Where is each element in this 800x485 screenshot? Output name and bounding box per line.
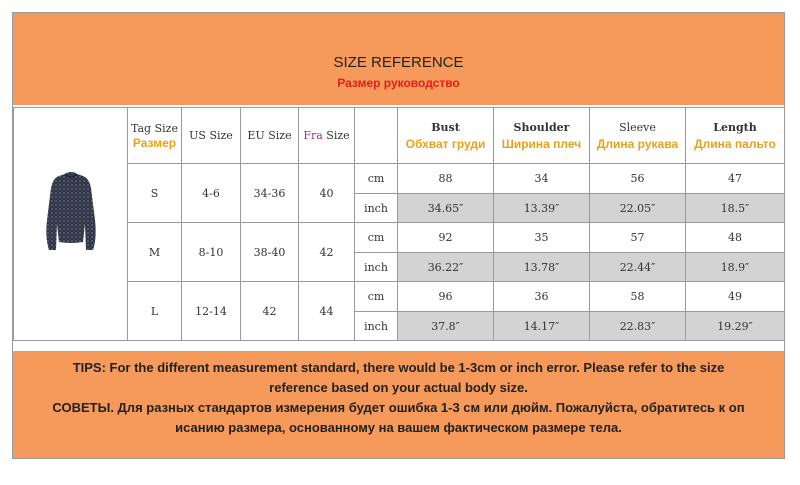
page-subtitle: Размер руководство <box>337 76 460 90</box>
shoulder-cm: 34 <box>494 164 590 194</box>
shoulder-inch: 14.17″ <box>494 312 590 341</box>
shoulder-header <box>494 108 590 164</box>
fra-size-cell: 44 <box>299 282 355 341</box>
fra-size-header: Fra Size <box>299 108 355 164</box>
tag-size-header <box>128 108 182 164</box>
sleeve-header <box>590 108 686 164</box>
shoulder-label-ru: Ширина плеч <box>501 136 582 151</box>
tag-size-cell: M <box>128 223 182 282</box>
unit-inch: inch <box>355 253 398 282</box>
length-header <box>686 108 785 164</box>
bust-cm: 92 <box>398 223 494 253</box>
fra-size-cell: 40 <box>299 164 355 223</box>
length-label-ru: Длина пальто <box>694 136 776 151</box>
tips-line-2: reference based on your actual body size. <box>269 380 528 395</box>
shoulder-inch: 13.78″ <box>494 253 590 282</box>
length-label: Length <box>713 120 757 134</box>
length-cm: 49 <box>686 282 785 312</box>
bust-cm: 96 <box>398 282 494 312</box>
bust-cm: 88 <box>398 164 494 194</box>
unit-inch: inch <box>355 312 398 341</box>
bust-inch: 37.8″ <box>398 312 494 341</box>
sequin-blouse-image <box>31 164 111 284</box>
eu-size-cell: 34-36 <box>241 164 299 223</box>
size-table <box>13 107 785 341</box>
page-title: SIZE REFERENCE <box>333 54 464 71</box>
eu-size-cell: 38-40 <box>241 223 299 282</box>
us-size-cell: 8-10 <box>182 223 241 282</box>
bust-header <box>398 108 494 164</box>
tips-line-4: исанию размера, основанному на вашем фактическом размере тела. <box>175 420 622 435</box>
eu-size-cell: 42 <box>241 282 299 341</box>
us-size-header: US Size <box>182 108 241 164</box>
sleeve-cm: 57 <box>590 223 686 253</box>
table-row <box>14 223 785 253</box>
shoulder-label: Shoulder <box>513 120 570 134</box>
tag-size-label-ru: Размер <box>132 135 177 150</box>
sleeve-inch: 22.44″ <box>590 253 686 282</box>
length-inch: 19.29″ <box>686 312 785 341</box>
unit-cm: cm <box>355 282 398 312</box>
shoulder-inch: 13.39″ <box>494 194 590 223</box>
shoulder-cm: 36 <box>494 282 590 312</box>
tag-size-label: Tag Size <box>131 121 178 135</box>
tips-box <box>13 351 784 458</box>
length-cm: 48 <box>686 223 785 253</box>
unit-cm: cm <box>355 223 398 253</box>
length-inch: 18.5″ <box>686 194 785 223</box>
length-inch: 18.9″ <box>686 253 785 282</box>
bust-inch: 34.65″ <box>398 194 494 223</box>
tips-line-3: СОВЕТЫ. Для разных стандартов измерения будет ошибка 1-3 см или дюйм. Пожалуйста, обратитесь к оп <box>52 400 745 415</box>
tips-line-1: TIPS: For the different measurement standard, there would be 1-3cm or inch error. Please refer to the size <box>72 360 725 375</box>
table-row <box>14 282 785 312</box>
length-cm: 47 <box>686 164 785 194</box>
table-row <box>14 164 785 194</box>
unit-inch: inch <box>355 194 398 223</box>
table-header-row <box>14 108 785 164</box>
bust-inch: 36.22″ <box>398 253 494 282</box>
sleeve-label-ru: Длина рукава <box>596 136 679 151</box>
bust-label: Bust <box>431 120 460 134</box>
eu-size-header: EU Size <box>241 108 299 164</box>
unit-cm: cm <box>355 164 398 194</box>
bust-label-ru: Обхват груди <box>405 136 486 151</box>
sleeve-inch: 22.83″ <box>590 312 686 341</box>
sleeve-cm: 56 <box>590 164 686 194</box>
product-image-cell <box>14 108 128 341</box>
size-reference-header <box>13 13 784 105</box>
sleeve-cm: 58 <box>590 282 686 312</box>
tag-size-cell: L <box>128 282 182 341</box>
us-size-cell: 4-6 <box>182 164 241 223</box>
sleeve-label: Sleeve <box>619 120 656 134</box>
us-size-cell: 12-14 <box>182 282 241 341</box>
tag-size-cell: S <box>128 164 182 223</box>
fra-size-cell: 42 <box>299 223 355 282</box>
shoulder-cm: 35 <box>494 223 590 253</box>
unit-header-cell <box>355 108 398 164</box>
sleeve-inch: 22.05″ <box>590 194 686 223</box>
